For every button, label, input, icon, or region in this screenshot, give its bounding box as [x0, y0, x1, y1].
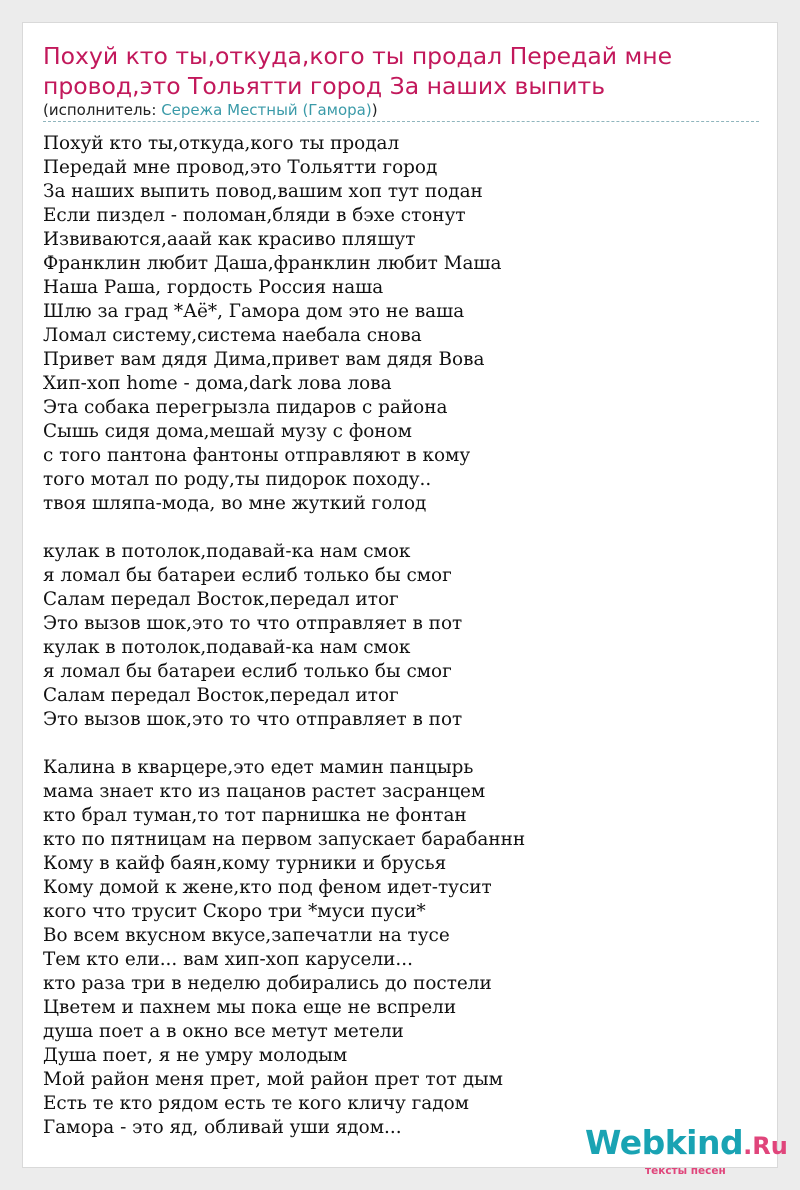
lyric-line: Шлю за град *Аё*, Гамора дом это не ваша [43, 301, 465, 322]
lyric-line: Душа поет, я не умру молодым [43, 1045, 348, 1066]
lyric-line: Мой район меня прет, мой район прет тот дым [43, 1069, 503, 1090]
site-logo[interactable] [585, 1123, 788, 1177]
lyric-line: Есть те кто рядом есть те кого кличу гадом [43, 1093, 469, 1114]
lyric-line: Тем кто ели... вам хип-хоп карусели... [43, 949, 413, 970]
stanza-break [43, 732, 763, 756]
lyric-line: Кому домой к жене,кто под феном идет-тусит [43, 877, 492, 898]
byline-prefix: (исполнитель: [43, 101, 162, 119]
stanza-break [43, 516, 763, 540]
artist-byline [43, 100, 759, 122]
lyric-line: Эта собака перегрызла пидаров с района [43, 397, 448, 418]
lyric-line: Передай мне провод,это Тольятти город [43, 157, 438, 178]
lyric-line: Сышь сидя дома,мешай музу с фоном [43, 421, 412, 442]
lyric-line: душа поет а в окно все метут метели [43, 1021, 404, 1042]
lyric-line: Кому в кайф баян,кому турники и брусья [43, 853, 447, 874]
byline-suffix: ) [371, 101, 378, 119]
lyric-line: мама знает кто из пацанов растет засранцем [43, 781, 486, 802]
lyric-line: Извиваются,aaaй как красиво пляшут [43, 229, 416, 250]
lyric-line: кто по пятницам на первом запускает барабаннн [43, 829, 526, 850]
lyric-line: Франклин любит Даша,франклин любит Маша [43, 253, 502, 274]
lyric-line: твоя шляпа-мода, во мне жуткий голод [43, 493, 427, 514]
lyric-line: За наших выпить повод,вашим хоп тут подан [43, 181, 483, 202]
lyrics-text [43, 132, 763, 1140]
lyrics-card [22, 22, 788, 1177]
lyric-line: Цветем и пахнем мы пока еще не вспрели [43, 997, 457, 1018]
lyric-line: кого что трусит Скоро три *муси пуси* [43, 901, 426, 922]
verse-2 [43, 540, 763, 732]
lyric-line: Привет вам дядя Дима,привет вам дядя Вова [43, 349, 485, 370]
lyric-line: с того пантона фантоны отправляют в кому [43, 445, 471, 466]
lyric-line: Похуй кто ты,откуда,кого ты продал [43, 133, 400, 154]
lyric-line: Калина в кварцере,это едет мамин панцырь [43, 757, 474, 778]
lyric-line: Это вызов шок,это то что отправляет в пот [43, 613, 463, 634]
lyric-line: Ломал систему,система наебала снова [43, 325, 422, 346]
lyric-line: Салам передал Восток,передал итог [43, 589, 399, 610]
lyric-line: Гамора - это яд, обливай уши ядом... [43, 1117, 402, 1138]
lyric-line: Хип-хоп home - дома,dark лова лова [43, 373, 392, 394]
lyric-line: Во всем вкусном вкусе,запечатли на тусе [43, 925, 450, 946]
lyric-line: того мотал по роду,ты пидорок походу.. [43, 469, 432, 490]
lyric-line: Это вызов шок,это то что отправляет в пот [43, 709, 463, 730]
lyric-line: Салам передал Восток,передал итог [43, 685, 399, 706]
lyric-line: Если пиздел - поломан,бляди в бэхе стонут [43, 205, 466, 226]
lyric-line: я ломал бы батареи еслиб только бы смог [43, 565, 452, 586]
page-title: Похуй кто ты,откуда,кого ты продал Передай мне провод,это Тольятти город За наших выпить [43, 42, 673, 100]
lyric-line: кто брал туман,то тот парнишка не фонтан [43, 805, 467, 826]
artist-link[interactable]: Сережа Местный (Гамора) [161, 101, 372, 119]
logo-domain: .Ru [743, 1132, 788, 1160]
lyric-line: кулак в потолок,подавай-ка нам смок [43, 541, 411, 562]
lyric-line: я ломал бы батареи еслиб только бы смог [43, 661, 452, 682]
lyric-line: кто раза три в неделю добирались до постели [43, 973, 492, 994]
lyric-line: Наша Раша, гордость Россия наша [43, 277, 384, 298]
verse-3 [43, 756, 763, 1140]
logo-tagline: тексты песен [645, 1165, 726, 1177]
logo-wordmark: Webkind [585, 1123, 744, 1162]
verse-1 [43, 132, 763, 516]
lyric-line: кулак в потолок,подавай-ка нам смок [43, 637, 411, 658]
